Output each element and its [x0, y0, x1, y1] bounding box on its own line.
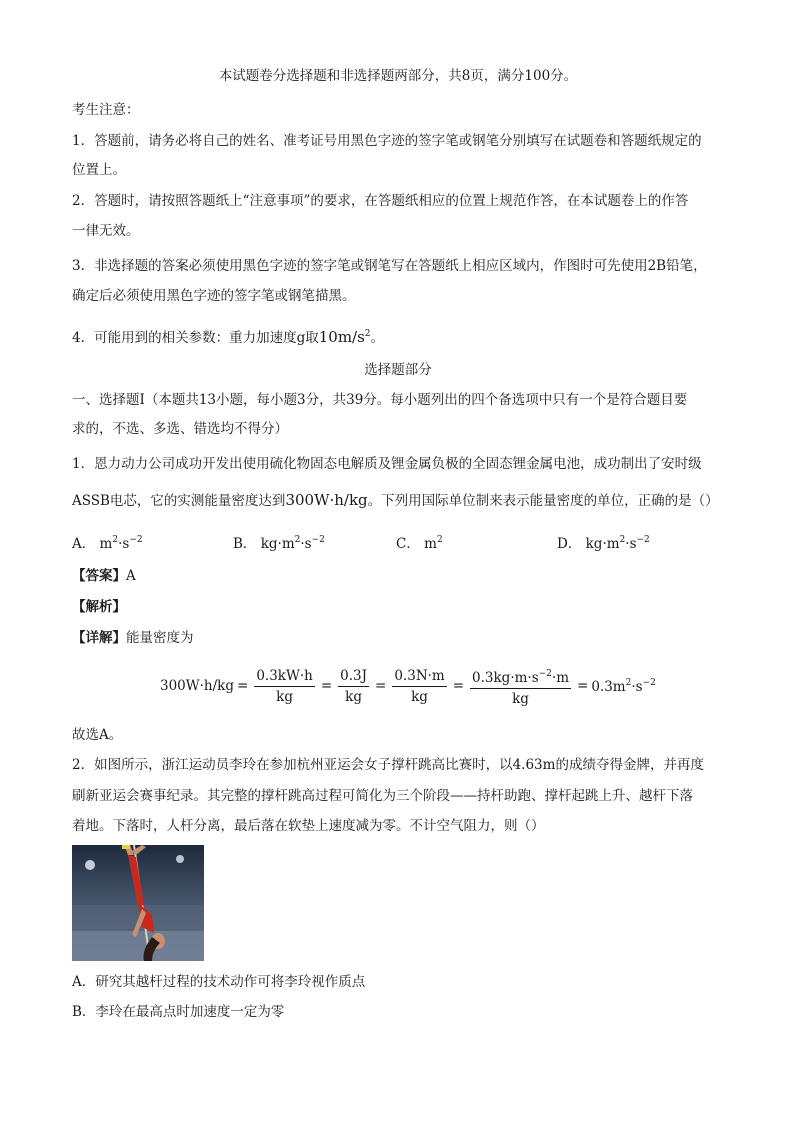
answer-value: A [126, 568, 136, 584]
rule-4-prefix: 4．可能用到的相关参数：重力加速度g取 [72, 330, 319, 346]
q1-choice-b-label: B． [233, 536, 257, 552]
q2-line-1: 2．如图所示，浙江运动员李玲在参加杭州亚运会女子撑杆跳高比赛时，以4.63m的成绩夺得金牌，并再度 [72, 757, 704, 773]
eq-lhs: 300W·h/kg [160, 678, 234, 694]
q1-answer [72, 566, 724, 586]
rule-3-line-1: 3．非选择题的答案必须使用黑色字迹的签字笔或钢笔写在答题纸上相应区域内，作图时可先使用2B铅笔， [72, 258, 707, 274]
q1-energy-density: 300W·h/kg [285, 491, 368, 509]
eq-fraction-1: $\frac{0.3kW\cdot h}{kg}$ [256, 667, 313, 705]
q1-line-2-suffix: 。下列用国际单位制来表示能量密度的单位，正确的是（） [367, 493, 719, 509]
q1-choice-b-unit: $kg\cdot m^2\cdot s^{-2}$ [260, 535, 325, 552]
section-title: 选择题部分 [364, 362, 432, 378]
rule-4-suffix: 。 [370, 330, 385, 346]
q1-conclusion: 故选A。 [72, 727, 123, 743]
rule-1-line-1: 1．答题前，请务必将自己的姓名、准考证号用黑色字迹的签字笔或钢笔分别填写在试题卷和答题纸规定的 [72, 133, 702, 149]
rule-1-line-2: 位置上。 [72, 162, 126, 178]
section-intro-line-2: 求的，不选、多选、错选均不得分） [72, 421, 288, 437]
q1-choice-d-unit: $kg\cdot m^2\cdot s^{-2}$ [585, 535, 650, 552]
detail-text: 能量密度为 [126, 630, 194, 646]
q2-line-2: 刷新亚运会赛事纪录。其完整的撑杆跳高过程可简化为三个阶段——持杆助跑、撑杆起跳上升、越杆下落 [72, 788, 693, 804]
energy-density-equation: 300W·h/kg = $\frac{0.3kW\cdot h}{kg}$ = $\frac{0.3J}{kg}$ = $\frac{0.3N\cdot m}{kg}$ = $\frac{0.3kg\cdot m\cdot s^{-2}\cdot m}{kg}$ = $0.3m^2\cdot s^{-2}$ [160, 664, 656, 708]
q1-line-2-prefix: ASSB电芯，它的实测能量密度达到 [72, 493, 286, 509]
q2-line-3: 着地。下落时，人杆分离，最后落在软垫上速度减为零。不计空气阻力，则（） [72, 818, 545, 834]
rule-2-line-2: 一律无效。 [72, 223, 140, 239]
pole-vault-photo [72, 845, 204, 961]
exam-intro: 本试题卷分选择题和非选择题两部分，共8页，满分100分。 [218, 68, 578, 84]
pole-vault-illustration [72, 845, 204, 961]
q1-choice-a [72, 530, 143, 554]
rule-3-line-2: 确定后必须使用黑色字迹的签字笔或钢笔描黑。 [72, 288, 356, 304]
q1-line-2 [72, 490, 724, 511]
q1-line-1: 1．恩力动力公司成功开发出使用硫化物固态电解质及锂金属负极的全固态锂金属电池，成功制出了安时级 [72, 456, 702, 472]
rule-2-line-1: 2．答题时，请按照答题纸上“注意事项”的要求，在答题纸相应的位置上规范作答，在本试题卷上的作答 [72, 193, 689, 209]
eq-fraction-2: $\frac{0.3J}{kg}$ [340, 667, 368, 705]
q1-choice-b [233, 530, 325, 554]
rule-4 [72, 324, 724, 348]
eq-fraction-4: $\frac{0.3kg\cdot m\cdot s^{-2}\cdot m}{kg}$ [470, 665, 571, 708]
gravity-value: 10m/s [318, 328, 365, 346]
q2-option-b: B．李玲在最高点时加速度一定为零 [72, 1004, 285, 1020]
q1-choice-c-unit: $m^2$ [424, 535, 443, 552]
q1-choice-a-unit: $m^2\cdot s^{-2}$ [99, 535, 143, 552]
q1-choice-d [557, 530, 650, 554]
detail-tag: 【详解】 [72, 630, 126, 646]
q1-choice-c-label: C． [396, 536, 420, 552]
notice-title: 考生注意： [72, 102, 140, 118]
q1-choice-d-label: D． [557, 536, 582, 552]
section-intro-line-1: 一、选择题Ⅰ（本题共13小题，每小题3分，共39分。每小题列出的四个备选项中只有一个是符合题目要 [72, 392, 688, 408]
q2-option-a: A．研究其越杆过程的技术动作可将李玲视作质点 [72, 974, 366, 990]
q1-detail [72, 628, 724, 648]
q1-analysis-tag: 【解析】 [72, 599, 126, 615]
eq-rhs: $0.3m^2\cdot s^{-2}$ [591, 677, 656, 695]
answer-tag: 【答案】 [72, 568, 126, 584]
gravity-exponent: 2 [364, 329, 371, 339]
eq-fraction-3: $\frac{0.3N\cdot m}{kg}$ [394, 667, 445, 705]
q1-choice-a-label: A． [72, 536, 96, 552]
q1-choice-c [396, 530, 443, 554]
